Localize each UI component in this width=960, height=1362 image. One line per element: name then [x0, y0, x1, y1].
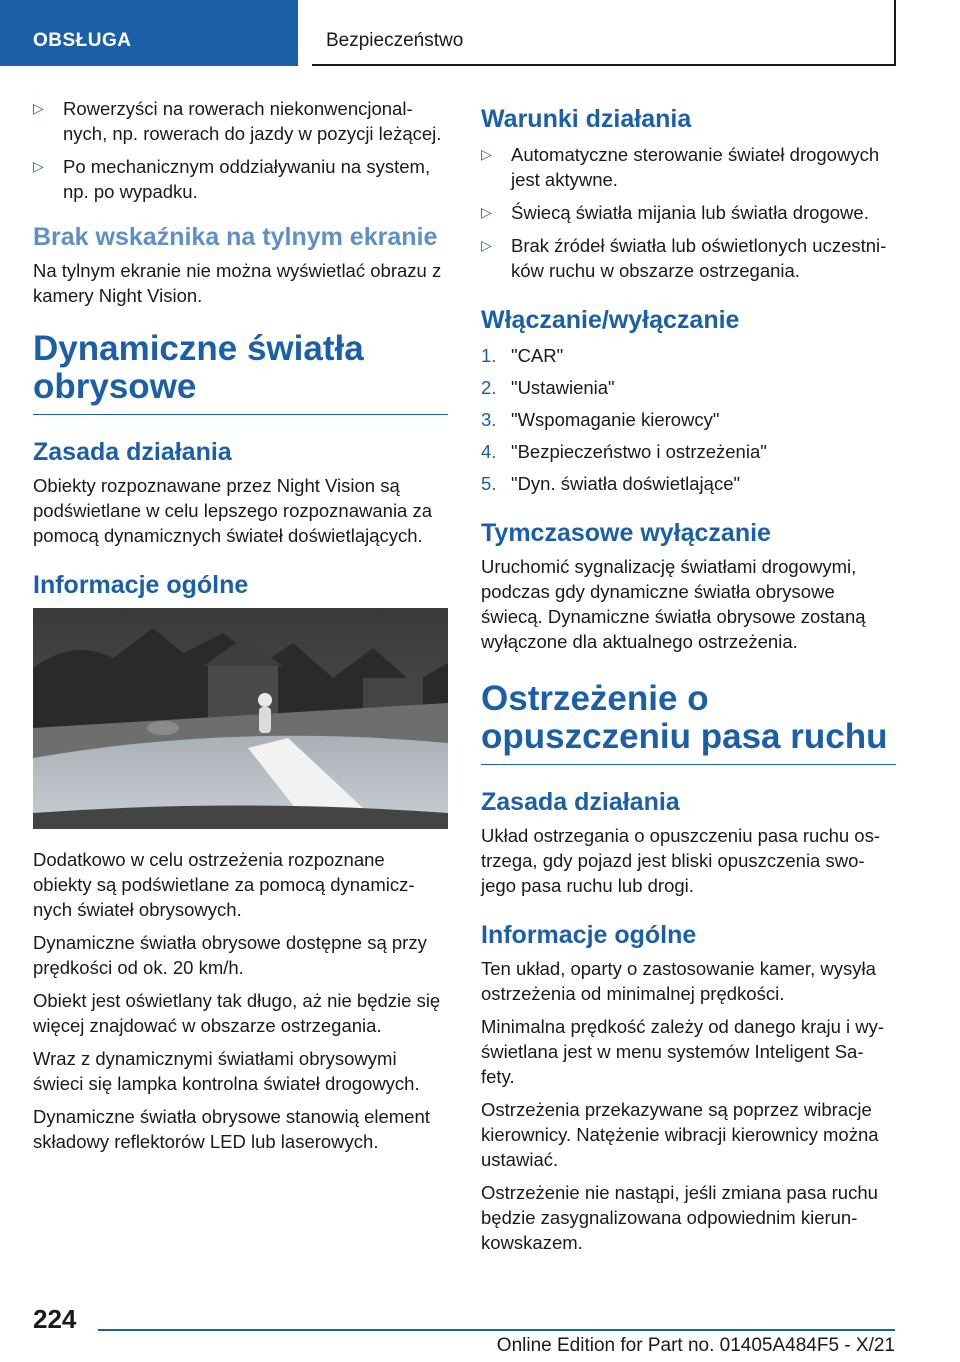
principle-heading: Zasada działania — [33, 438, 232, 466]
triangle-bullet-icon: ▷ — [481, 146, 492, 162]
principle-text: Obiekty rozpoznawane przez Night Vision są podświetlane w celu lepszego rozpoznawania za pomocą dynamicznych świateł doświetlających. — [33, 475, 433, 546]
temp-off-text: Uruchomić sygnalizację światłami drogowymi, podczas gdy dynamiczne światła obrysowe świecą. Dynamiczne światła obrysowe zostaną wyłączone dla aktualnego ostrzeżenia. — [481, 556, 866, 652]
dynamic-lights-title: Dynamiczne światła obrysowe — [33, 330, 448, 415]
step-item: 1. "CAR" — [481, 345, 564, 366]
no-indicator-text: Na tylnym ekranie nie można wyświetlać obrazu z kamery Night Vision. — [33, 260, 442, 306]
edition-note: Online Edition for Part no. 01405A484F5 - X/21 — [496, 1335, 895, 1356]
lane-principle-heading: Zasada działania — [481, 788, 680, 816]
right-column — [481, 104, 896, 1263]
paragraph: Dynamiczne światła obrysowe stanowią element składowy reflektorów LED lub laserowych. — [33, 1106, 430, 1152]
paragraph: Dynamiczne światła obrysowe dostępne są przy prędkości od ok. 20 km/h. — [33, 932, 427, 978]
night-vision-photo — [33, 608, 448, 829]
triangle-bullet-icon: ▷ — [33, 100, 44, 116]
step-item: 3. "Wspomaganie kierowcy" — [481, 409, 720, 430]
left-column — [33, 96, 448, 1162]
lane-principle-text: Układ ostrzegania o opuszczeniu pasa ruchu os-trzega, gdy pojazd jest bliski opuszczenia swo-jego pasa ruchu lub drogi. — [481, 825, 881, 896]
triangle-bullet-icon: ▷ — [33, 158, 44, 174]
paragraph: Minimalna prędkość zależy od danego kraju i wy-świetlana jest w menu systemów Inteligent Sa-fety. — [481, 1016, 885, 1087]
paragraph: Ten układ, oparty o zastosowanie kamer, wysyła ostrzeżenia od minimalnej prędkości. — [481, 958, 876, 1004]
step-item: 5. "Dyn. światła doświetlające" — [481, 473, 741, 494]
footer-divider — [98, 1329, 895, 1331]
list-item: ▷ Po mechanicznym oddziaływaniu na system, np. po wypadku. — [33, 156, 431, 202]
step-item: 2. "Ustawienia" — [481, 377, 615, 398]
general-info-heading: Informacje ogólne — [33, 571, 249, 599]
list-item: ▷ Brak źródeł światła lub oświetlonych uczestni-ków ruchu w obszarze ostrzegania. — [481, 235, 887, 281]
temp-off-heading: Tymczasowe wyłączanie — [481, 519, 771, 547]
list-item: ▷ Rowerzyści na rowerach niekonwencjonal-nych, np. rowerach do jazdy w pozycji leżącej. — [33, 98, 442, 144]
section-tab: OBSŁUGA — [0, 0, 298, 66]
lane-warning-title: Ostrzeżenie o opuszczeniu pasa ruchu — [481, 680, 896, 765]
paragraph: Ostrzeżenia przekazywane są poprzez wibracje kierownicy. Natężenie wibracji kierownicy można ustawiać. — [481, 1099, 879, 1170]
paragraph: Obiekt jest oświetlany tak długo, aż nie będzie się więcej znajdować w obszarze ostrzegania. — [33, 990, 441, 1036]
step-item: 4. "Bezpieczeństwo i ostrzeżenia" — [481, 441, 767, 462]
page-header — [0, 0, 960, 66]
toggle-heading: Włączanie/wyłączanie — [481, 306, 740, 334]
no-indicator-heading: Brak wskaźnika na tylnym ekranie — [33, 223, 438, 251]
triangle-bullet-icon: ▷ — [481, 237, 492, 253]
paragraph: Dodatkowo w celu ostrzeżenia rozpoznane obiekty są podświetlane za pomocą dynamicz-nych świateł obrysowych. — [33, 849, 415, 920]
lane-general-heading: Informacje ogólne — [481, 921, 697, 949]
triangle-bullet-icon: ▷ — [481, 204, 492, 220]
list-item: ▷ Świecą światła mijania lub światła drogowe. — [481, 202, 869, 223]
conditions-heading: Warunki działania — [481, 105, 692, 133]
page-number: 224 — [33, 1304, 77, 1334]
paragraph: Wraz z dynamicznymi światłami obrysowymi świeci się lampka kontrolna świateł drogowych. — [33, 1048, 420, 1094]
paragraph: Ostrzeżenie nie nastąpi, jeśli zmiana pasa ruchu będzie zasygnalizowana odpowiednim kierun-kowskazem. — [481, 1182, 878, 1253]
list-item: ▷ Automatyczne sterowanie świateł drogowych jest aktywne. — [481, 144, 880, 190]
chapter-tab: Bezpieczeństwo — [312, 0, 896, 66]
